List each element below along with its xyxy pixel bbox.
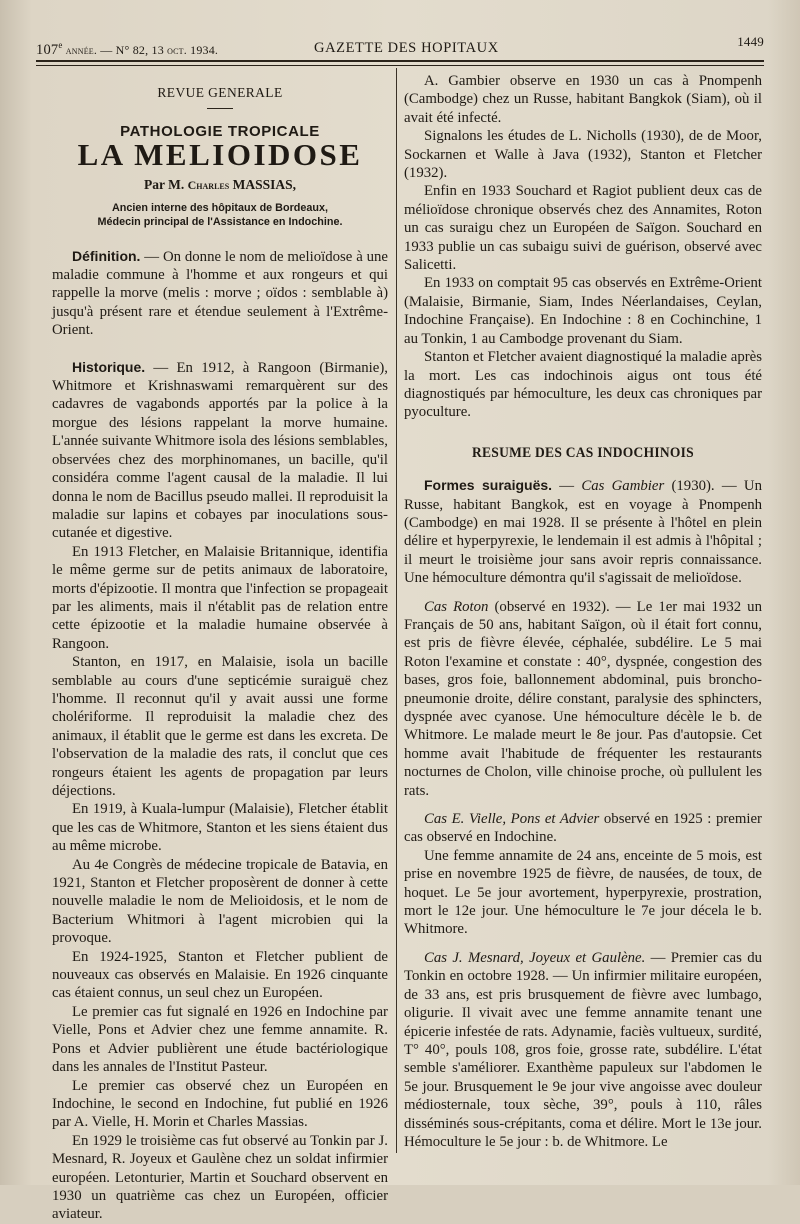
paragraph-1926b: Le premier cas observé chez un Européen en Indochine, le second en Indochine, fut publié en 1926 par A. Vielle, H. Morin et Charles Massias. <box>52 1077 388 1131</box>
right-column <box>404 72 762 1151</box>
paragraph-stanton: Stanton et Fletcher avaient diagnostiqué la maladie après la mort. Les cas indochinois aigus ont tous été diagnostiqués par hémoculture, les deux cas chroniques par pyoculture. <box>404 349 762 421</box>
paragraph-1929: En 1929 le troisième cas fut observé au Tonkin par J. Mesnard, R. Joyeux et Gaulène chez un soldat infirmier européen. Letonturier, Martin et Souchard observent en 1930 un quatrième cas chez un Européen, officier aviateur. <box>52 1132 388 1223</box>
case-mesnard: Cas J. Mesnard, Joyeux et Gaulène. — Premier cas du Tonkin en octobre 1928. — Un infirmier militaire européen, de 33 ans, est pris brusquement de fièvre avec lumbago, oligurie. Il vivait avec une femme annamite tenant une épicerie infestée de rats. Adynamie, faciès vultueux, surdité, T° 40°, pouls 108, gros foie, grosse rate, subdélire. L'état semble s'améliorer. Exanthème papuleux sur l'abdomen le 5e jour. Brusquement le 9e jour vive angoisse avec douleur médiosternale, toux sèche, 39°, pouls à 110, râles disséminés sous-crépitants, coma et délire. Mort le 13e jour. Hémoculture le 5e jour : b. de Whitmore. Le <box>404 949 762 1150</box>
case-roton: Cas Roton (observé en 1932). — Le 1er mai 1932 un Français de 50 ans, habitant Saïgon, où il était fort connu, est pris de fièvre élevée, céphalée, subdélire. Le 5 mai Roton l'examine et constate : 40°, dyspnée, congestion des bases, gros foie, ballonnement abdominal, puis broncho-pneumonie droite, délire constant, paralysie des sphincters, dyspnée avec cyanose. Une hémoculture décèle le b. de Whitmore. Le malade meurt le 8e jour. Pas d'autopsie. Cet homme avait l'habitude de fréquenter les restaurants nocturnes de Cholon, ville chinoise proche, où pullulent les rats. <box>404 598 762 799</box>
historique-paragraph: Historique. — En 1912, à Rangoon (Birmanie), Whitmore et Krishnaswami remarquèrent sur des cadavres de vagabonds apportés par la police à la morgue des lésions rappelant la morve humaine. L'année suivante Whitmore isola des lésions semblables, observées chez des morphinomanes, un bacille, qu'il considéra comme l'agent causal de la maladie. Il lui donna le nom de Bacillus pseudo mallei. Il reproduisit la maladie sur lapins et cobayes par inoculations sous-cutanée et digestive. <box>52 358 388 542</box>
paragraph-nicholls: Signalons les études de L. Nicholls (1930), de de Moor, Sockarnen et Walle à Java (1932), Stanton et Fletcher (1932). <box>404 128 762 182</box>
article-subject: PATHOLOGIE TROPICALE <box>120 123 320 141</box>
page-number: 1449 <box>737 34 764 49</box>
author-affiliation: Ancien interne des hôpitaux de Bordeaux, Médecin principal de l'Assistance en Indochine. <box>97 201 343 228</box>
section-title: REVUE GENERALE <box>157 85 283 100</box>
paragraph-1924: En 1924-1925, Stanton et Fletcher publient de nouveaux cas observés en Malaisie. En 1926 cinquante cas étaient connus, un seul chez un Européen. <box>52 948 388 1002</box>
paragraph-1930: A. Gambier observe en 1930 un cas à Pnompenh (Cambodge) chez un Russe, habitant Bangkok (Siam), où il avait été infecté. <box>404 73 762 126</box>
case-vielle-details: Une femme annamite de 24 ans, enceinte de 5 mois, est prise en novembre 1925 de fièvre, de nausées, de toux, de hoquet. Le 5e jour avortement, hyperpyrexie, prostration, mort le 12e jour. Une hémoculture le 7e jour décela le b. Whitmore. <box>404 847 762 938</box>
paragraph-1933b: En 1933 on comptait 95 cas observés en Extrême-Orient (Malaisie, Birmanie, Siam, Indes Néerlandaises, Ceylan, Indochine Française). En Indochine : 8 en Cochinchine, 1 au Tonkin, 1 au Cambodge provenant du Siam. <box>404 275 762 347</box>
left-column <box>52 72 388 1224</box>
case-gambier: Formes suraiguës. — Cas Gambier (1930). — Un Russe, habitant Bangkok, est en voyage à Pnompenh (Cambodge) en mai 1928. Il se présente à l'hôtel en plein délire et hyperpyrexie, le lendemain il est admis à l'hôpital ; il meurt le troisième jour sans avoir repris connaissance. Une hémoculture démontra qu'il s'agissait de melioïdose. <box>404 477 762 587</box>
running-header <box>36 34 764 58</box>
paragraph-1921: Au 4e Congrès de médecine tropicale de Batavia, en 1921, Stanton et Fletcher proposèrent de donner à cette nouvelle maladie le nom de Melioidosis, et le nom de Bacterium Whitmori à l'agent microbien qui la provoque. <box>52 856 388 947</box>
case-vielle: Cas E. Vielle, Pons et Advier observé en 1925 : premier cas observé en Indochine. <box>404 811 762 846</box>
column-divider <box>396 68 397 1153</box>
paragraph-1917: Stanton, en 1917, en Malaisie, isola un bacille semblable au cours d'une septicémie suraiguë chez l'homme. Il reconnut qu'il y avait aussi une forme cholériforme. Il reproduisit la maladie chez des animaux, il établit que le germe est dans les excreta. De l'observation de la maladie des rats, il conclut que ces rongeurs étaient les agents de propagation par leurs déjections. <box>52 654 388 799</box>
author-line: Par M. Charles MASSIAS, <box>144 177 296 193</box>
paragraph-1926a: Le premier cas fut signalé en 1926 en Indochine par Vielle, Pons et Advier chez une femme annamite. R. Pons et Advier publièrent une étude bactériologique dans les annales de l'Institut Pasteur. <box>52 1003 388 1076</box>
header-rule <box>36 60 764 66</box>
issue-info: 107e année. — N° 82, 13 oct. 1934. <box>36 40 219 58</box>
paragraph-1919: En 1919, à Kuala-lumpur (Malaisie), Fletcher établit que les cas de Whitmore, Stanton et les siens étaient dus au même microbe. <box>52 801 388 855</box>
title-rule <box>207 108 233 109</box>
resume-heading: RESUME DES CAS INDOCHINOIS <box>472 444 694 461</box>
journal-name: GAZETTE DES HOPITAUX <box>314 40 499 56</box>
paragraph-1913: En 1913 Fletcher, en Malaisie Britannique, identifia le même germe sur de petits animaux de laboratoire, morts d'épizootie. Il montra que l'infection se propageait par les aliments, mais il n'établit pas de relation entre cette épizootie et la maladie humaine observée à Rangoon. <box>52 543 388 652</box>
definition-paragraph: Définition. — On donne le nom de melioïdose à une maladie commune à l'homme et aux rongeurs et qui rappelle la morve (melis : morve ; oïdos : semblable à) jusqu'à présent rare et étendue seulement à l'Extrême-Orient. <box>52 247 388 339</box>
article-title: LA MELIOIDOSE <box>77 136 363 172</box>
paragraph-1933a: Enfin en 1933 Souchard et Ragiot publient deux cas de mélioïdose chronique observés chez des Annamites, Roton un cas suraigu chez un Européen de Saïgon. Souchard en 1933 publie un cas subaigu suivi de guérison, observé avec Salicetti. <box>404 183 762 274</box>
